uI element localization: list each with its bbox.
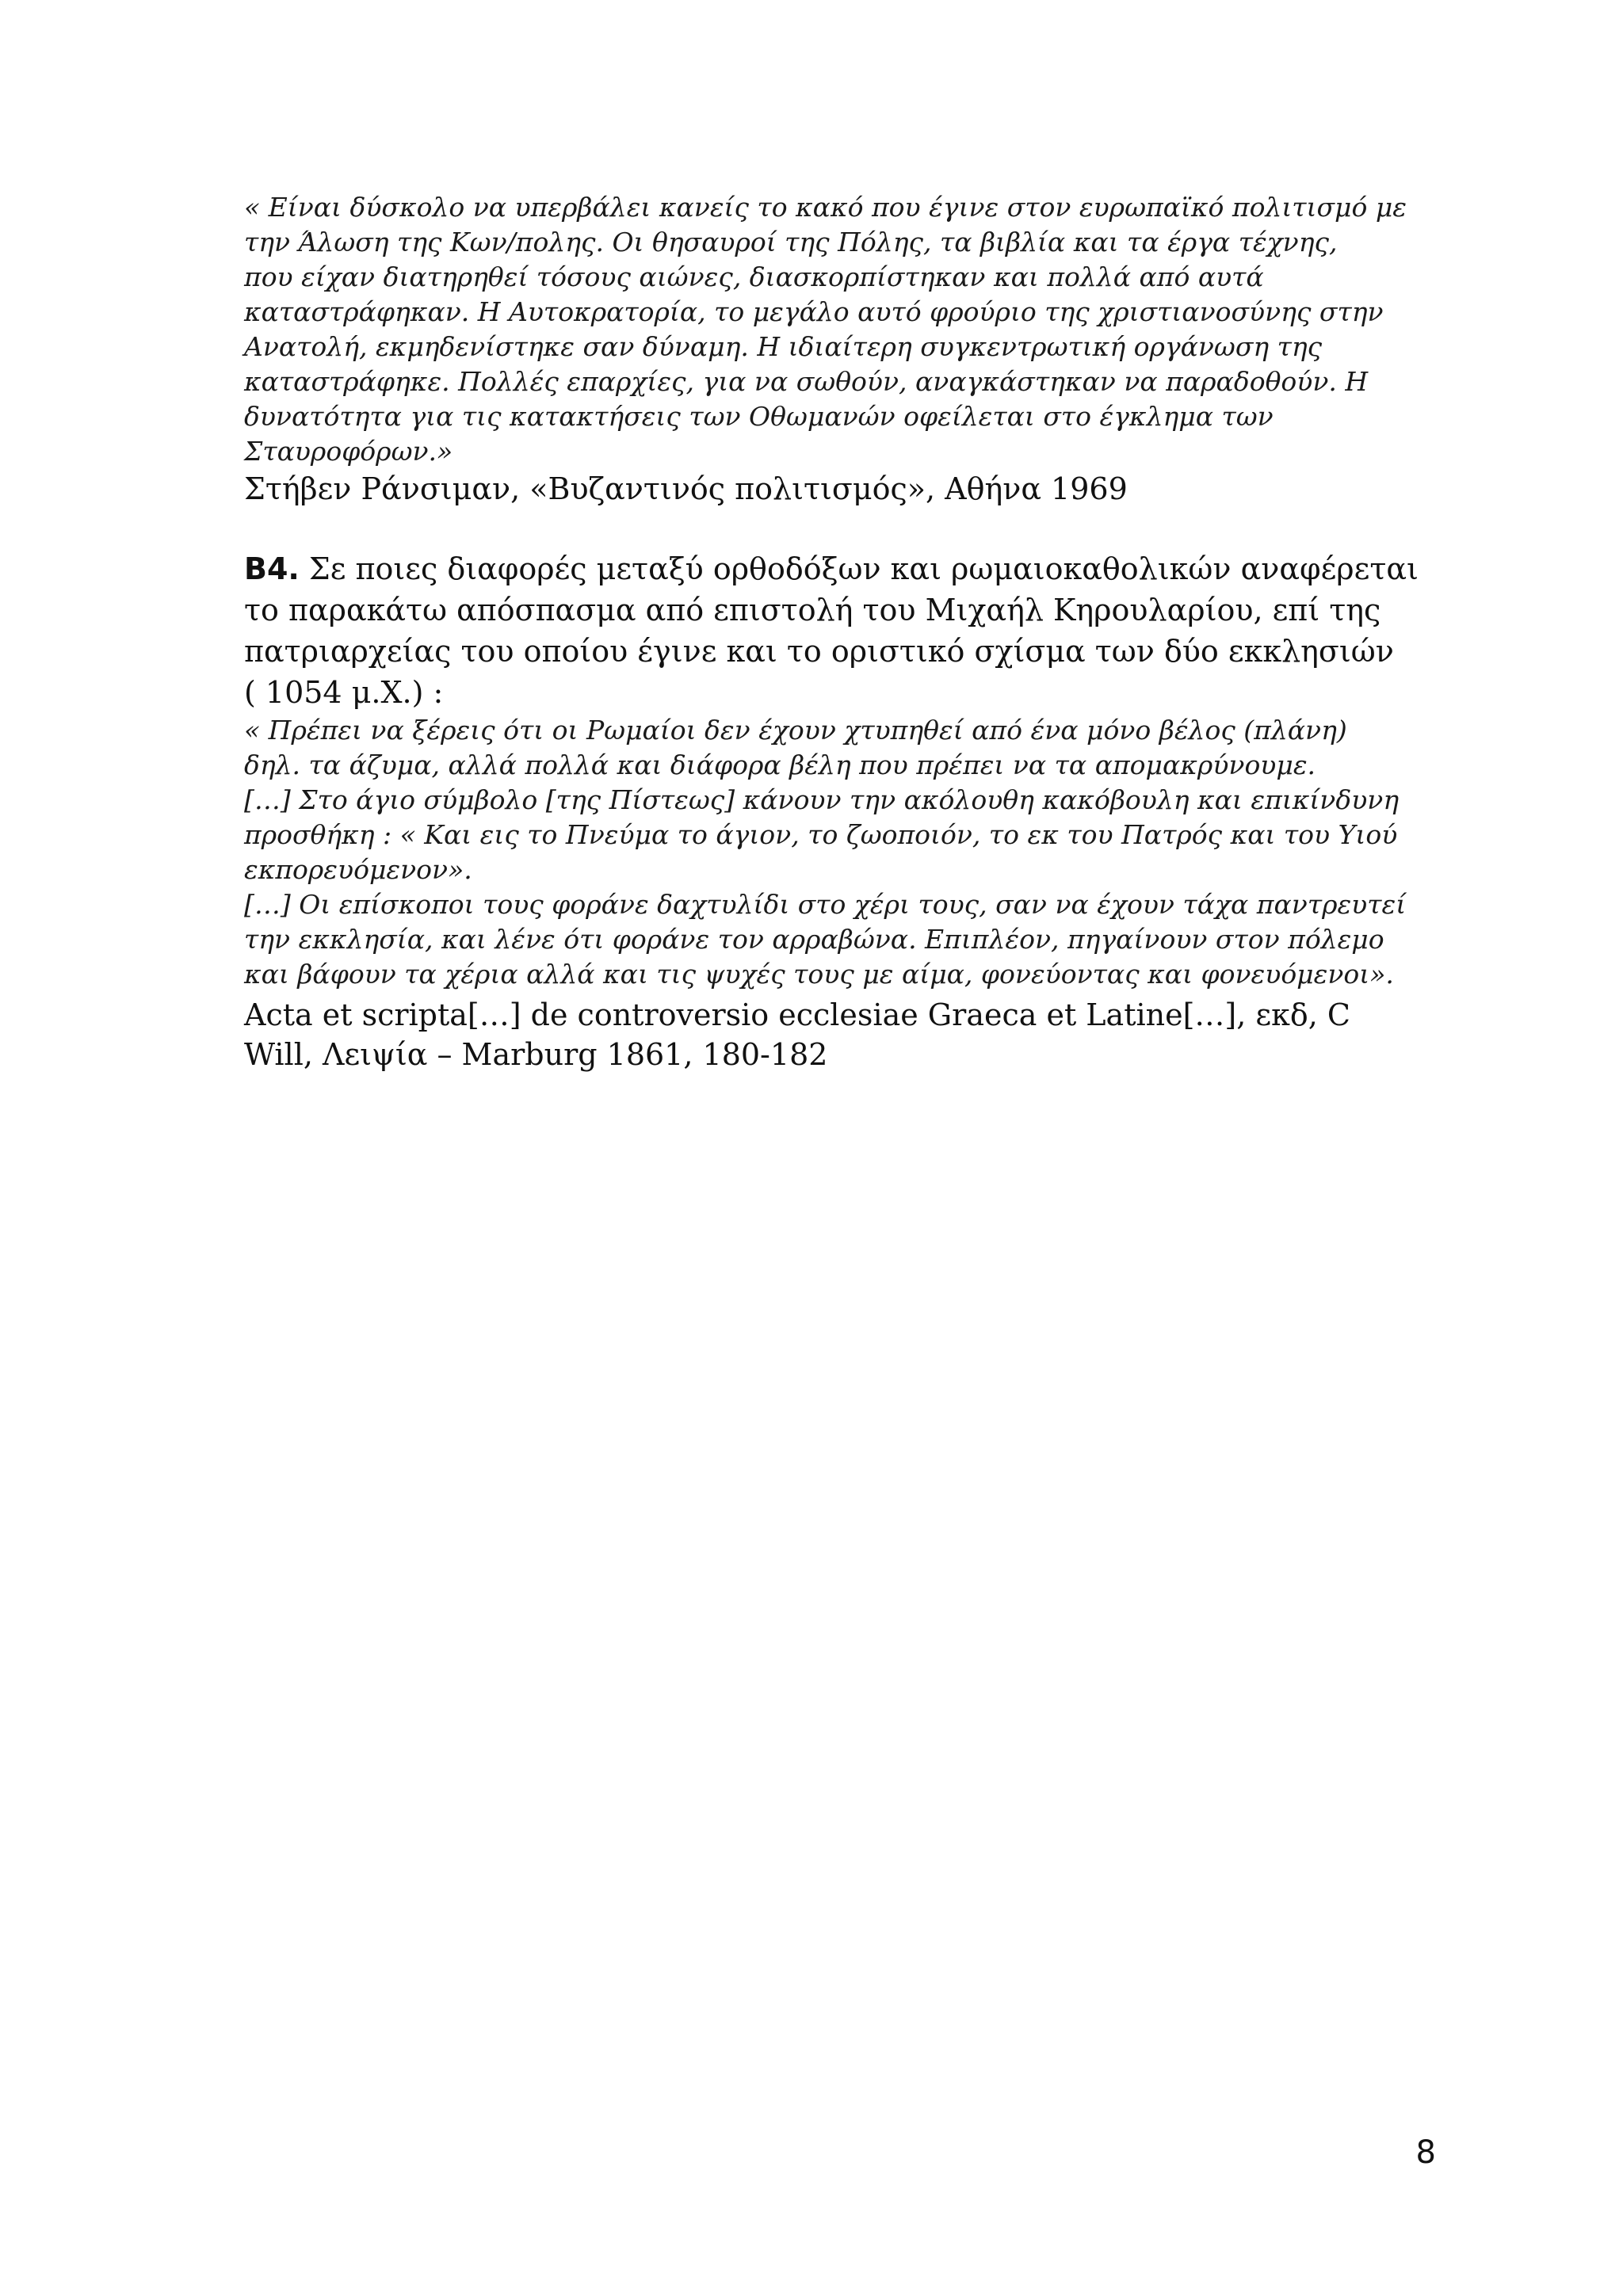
quote-kiroularios (244, 713, 1449, 992)
quote-line: την εκκλησία, και λένε ότι φοράνε τον αρραβώνα. Επιπλέον, πηγαίνουν στον πόλεμο (244, 924, 1384, 955)
quote-line: Σταυροφόρων.» (244, 436, 453, 467)
question-line: πατριαρχείας του οποίου έγινε και το οριστικό σχίσμα των δύο εκκλησιών (244, 634, 1394, 669)
quote-line: καταστράφηκαν. Η Αυτοκρατορία, το μεγάλο αυτό φρούριο της χριστιανοσύνης στην (244, 296, 1384, 327)
quote-line: που είχαν διατηρηθεί τόσους αιώνες, διασκορπίστηκαν και πολλά από αυτά (244, 261, 1264, 292)
page-content (244, 190, 1449, 1074)
quote-line: προσθήκη : « Και εις το Πνεύμα το άγιον, το ζωοποιόν, το εκ του Πατρός και του Υιού (244, 819, 1398, 850)
quote-line: Ανατολή, εκμηδενίστηκε σαν δύναμη. Η ιδιαίτερη συγκεντρωτική οργάνωση της (244, 331, 1323, 362)
quote-line: και βάφουν τα χέρια αλλά και τις ψυχές τους με αίμα, φονεύοντας και φονευόμενοι». (244, 959, 1394, 990)
source-citation-acta (244, 995, 1449, 1074)
source-line: Will, Λειψία – Marburg 1861, 180-182 (244, 1037, 828, 1072)
page-number: 8 (1415, 2134, 1436, 2171)
quote-line: την Άλωση της Κων/πολης. Οι θησαυροί της Πόλης, τα βιβλία και τα έργα τέχνης, (244, 227, 1338, 257)
quote-line: « Πρέπει να ξέρεις ότι οι Ρωμαίοι δεν έχουν χτυπηθεί από ένα μόνο βέλος (πλάνη) (244, 715, 1347, 746)
question-line: ( 1054 μ.Χ.) : (244, 675, 444, 710)
question-line (244, 548, 1449, 589)
quote-line: καταστράφηκε. Πολλές επαρχίες, για να σωθούν, αναγκάστηκαν να παραδοθούν. Η (244, 366, 1369, 397)
quote-runciman (244, 190, 1449, 469)
quote-line: δυνατότητα για τις κατακτήσεις των Οθωμανών οφείλεται στο έγκλημα των (244, 401, 1274, 432)
question-text: Σε ποιες διαφορές μεταξύ ορθοδόξων και ρωμαιοκαθολικών αναφέρεται (299, 551, 1419, 586)
question-b4 (244, 548, 1449, 713)
quote-line: […] Οι επίσκοποι τους φοράνε δαχτυλίδι στο χέρι τους, σαν να έχουν τάχα παντρευτεί (244, 889, 1407, 920)
quote-line: εκπορευόμενον». (244, 854, 472, 885)
question-line: το παρακάτω απόσπασμα από επιστολή του Μιχαήλ Κηρουλαρίου, επί της (244, 593, 1381, 627)
source-citation-runciman (244, 469, 1449, 509)
question-label: Β4. (244, 551, 300, 586)
source-line: Acta et scripta[…] de controversio ecclesiae Graeca et Latine[…], εκδ, C (244, 997, 1350, 1032)
quote-line: δηλ. τα άζυμα, αλλά πολλά και διάφορα βέλη που πρέπει να τα απομακρύνουμε. (244, 749, 1316, 780)
source-line: Στήβεν Ράνσιμαν, «Βυζαντινός πολιτισμός», Αθήνα 1969 (244, 471, 1128, 506)
quote-line: […] Στο άγιο σύμβολο [της Πίστεως] κάνουν την ακόλουθη κακόβουλη και επικίνδυνη (244, 784, 1400, 815)
quote-line: « Είναι δύσκολο να υπερβάλει κανείς το κακό που έγινε στον ευρωπαϊκό πολιτισμό με (244, 192, 1407, 223)
